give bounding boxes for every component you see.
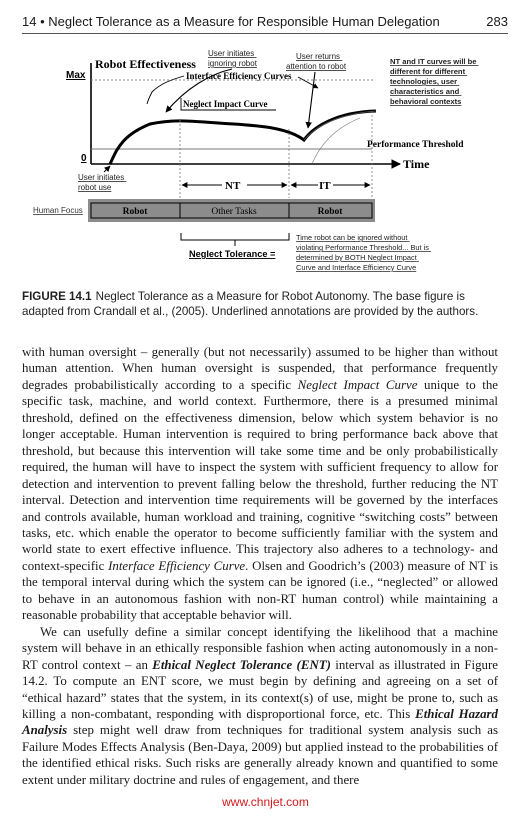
page-number: 283 — [486, 14, 508, 29]
figure-neglect-tolerance — [0, 34, 531, 280]
user-returns-label — [286, 52, 347, 71]
y-max-label: Max — [66, 70, 86, 81]
focus-robot-2-label: Robot — [317, 207, 343, 217]
user-initiates-robot-label — [78, 173, 126, 192]
text-run: interval as illustrated in Figure 14.2. To compute an ENT score, we must begin by defining and agreeing on a set of “ethical hazard” states that the system, in its context(s) of use, might be prone to, such as killing a non-combatant, responding with disproportional force, etc. This — [22, 657, 498, 721]
focus-other-label: Other Tasks — [211, 207, 257, 217]
arrow-initiates — [104, 166, 110, 172]
human-focus-label: Human Focus — [33, 206, 83, 215]
text-run: We can usefully define a similar concept identifying the likelihood that a machine system will behave in an ethically responsible fashion when acting autonomously in a non-RT control context – an — [22, 624, 498, 672]
neglect-tolerance-label: Neglect Tolerance = — [189, 249, 276, 259]
user-returns-line: User returns — [296, 52, 341, 61]
neglect-curve-label: Neglect Impact Curve — [183, 99, 268, 109]
term-ethical-hazard-analysis: Ethical Hazard Analysis — [22, 706, 499, 738]
nt-it-note-line: different for different — [390, 67, 466, 76]
nt-it-note-line: NT and IT curves will be — [390, 57, 477, 66]
running-header-left — [22, 14, 440, 29]
y-zero-label: 0 — [81, 153, 87, 164]
caption-label: FIGURE 14.1 — [22, 290, 92, 303]
header-bullet: • — [40, 14, 45, 29]
nt-label: NT — [225, 180, 241, 192]
focus-robot-1-label: Robot — [122, 207, 148, 217]
body-text — [22, 344, 498, 788]
time-note — [296, 233, 431, 272]
neglect-tolerance-bracket — [181, 233, 289, 240]
user-ignoring-line: User initiates — [208, 49, 255, 58]
text-run: with human oversight – generally (but not necessarily) assumed to be higher than without human attention. When human oversight is suspended, that performance frequently degrades probabilistically according to a specific — [22, 345, 498, 392]
time-label: Time — [403, 157, 430, 171]
performance-threshold-label: Performance Threshold — [367, 140, 464, 150]
figure-caption — [22, 289, 508, 319]
user-ignoring-line: ignoring robot — [208, 59, 257, 68]
chapter-number: 14 — [22, 14, 37, 29]
axis-title: Robot Effectiveness — [95, 57, 196, 71]
arrow-interface-right — [298, 77, 318, 88]
time-note-line: violating Performance Threshold... But is — [296, 243, 429, 252]
paragraph — [22, 624, 498, 789]
text-run: unique to the specific task, machine, and world context. Furthermore, there is a presumed minimal threshold, defined on the effectiveness dimension, below which system behavior is no longer acceptable. Human intervention is required to bring performance back above that threshold, but because this intervention will take some time and be only probabilistically required, the human will have to inspect the system with sufficient frequency to allow for detection and intervention to prevent falling below the threshold, further reducing the NT interval. Detection and intervention time requirements will be governed by the interfaces and controls available, human workload and training, cognitive “switching costs” between tasks, etc. which enable the operator to become sufficiently familiar with the system and world state to exert effective influence. This trajectory also adheres to a technology- and context-specific — [22, 377, 498, 573]
user-initiates-robot-line: robot use — [78, 183, 112, 192]
text-run: step might well draw from techniques for traditional system analysis such as Failure Modes Effects Analysis (Ben-Daya, 2009) but applied instead to the probabilities of the identified ethical risks. Such risks are generally already known and quantified to some extent under military doctrine and rules of engagement, and there — [22, 723, 498, 787]
paragraph — [22, 344, 498, 624]
nt-it-note-line: characteristics and — [390, 87, 460, 96]
term-interface-efficiency-curve: Interface Efficiency Curve — [108, 558, 246, 573]
nt-it-note-line: technologies, user — [390, 77, 458, 86]
caption-text: Neglect Tolerance as a Measure for Robot Autonomy. The base figure is adapted from Crandall et al., (2005). Underlined annotations are provided by the authors. — [22, 290, 479, 318]
time-note-line: determined by BOTH Neglect Impact — [296, 253, 417, 262]
interface-curves-label: Interface Efficiency Curves — [186, 71, 292, 81]
it-label: IT — [319, 180, 331, 192]
time-note-line: Curve and Interface Efficiency Curve — [296, 263, 417, 272]
user-returns-line: attention to robot — [286, 62, 347, 71]
user-initiates-robot-line: User initiates — [78, 173, 125, 182]
term-ent: Ethical Neglect Tolerance (ENT) — [152, 657, 331, 672]
nt-it-note-line: behavioral contexts — [390, 97, 462, 106]
time-note-line: Time robot can be ignored without — [296, 233, 408, 242]
term-neglect-impact-curve: Neglect Impact Curve — [297, 377, 418, 392]
text-run: . Olsen and Goodrich’s (2003) measure of NT is the temporal interval during which the system can be ignored (i.e., “neglected” or allowed to behave in an autonomous fashion with non-RT human control) while maintaining a reasonable probability that acceptable behavior will. — [22, 558, 498, 623]
user-ignoring-label — [208, 49, 258, 68]
nt-it-note — [390, 57, 479, 106]
running-header — [22, 14, 508, 32]
running-title: Neglect Tolerance as a Measure for Responsible Human Delegation — [48, 14, 440, 29]
watermark: www.chnjet.com — [222, 795, 309, 809]
